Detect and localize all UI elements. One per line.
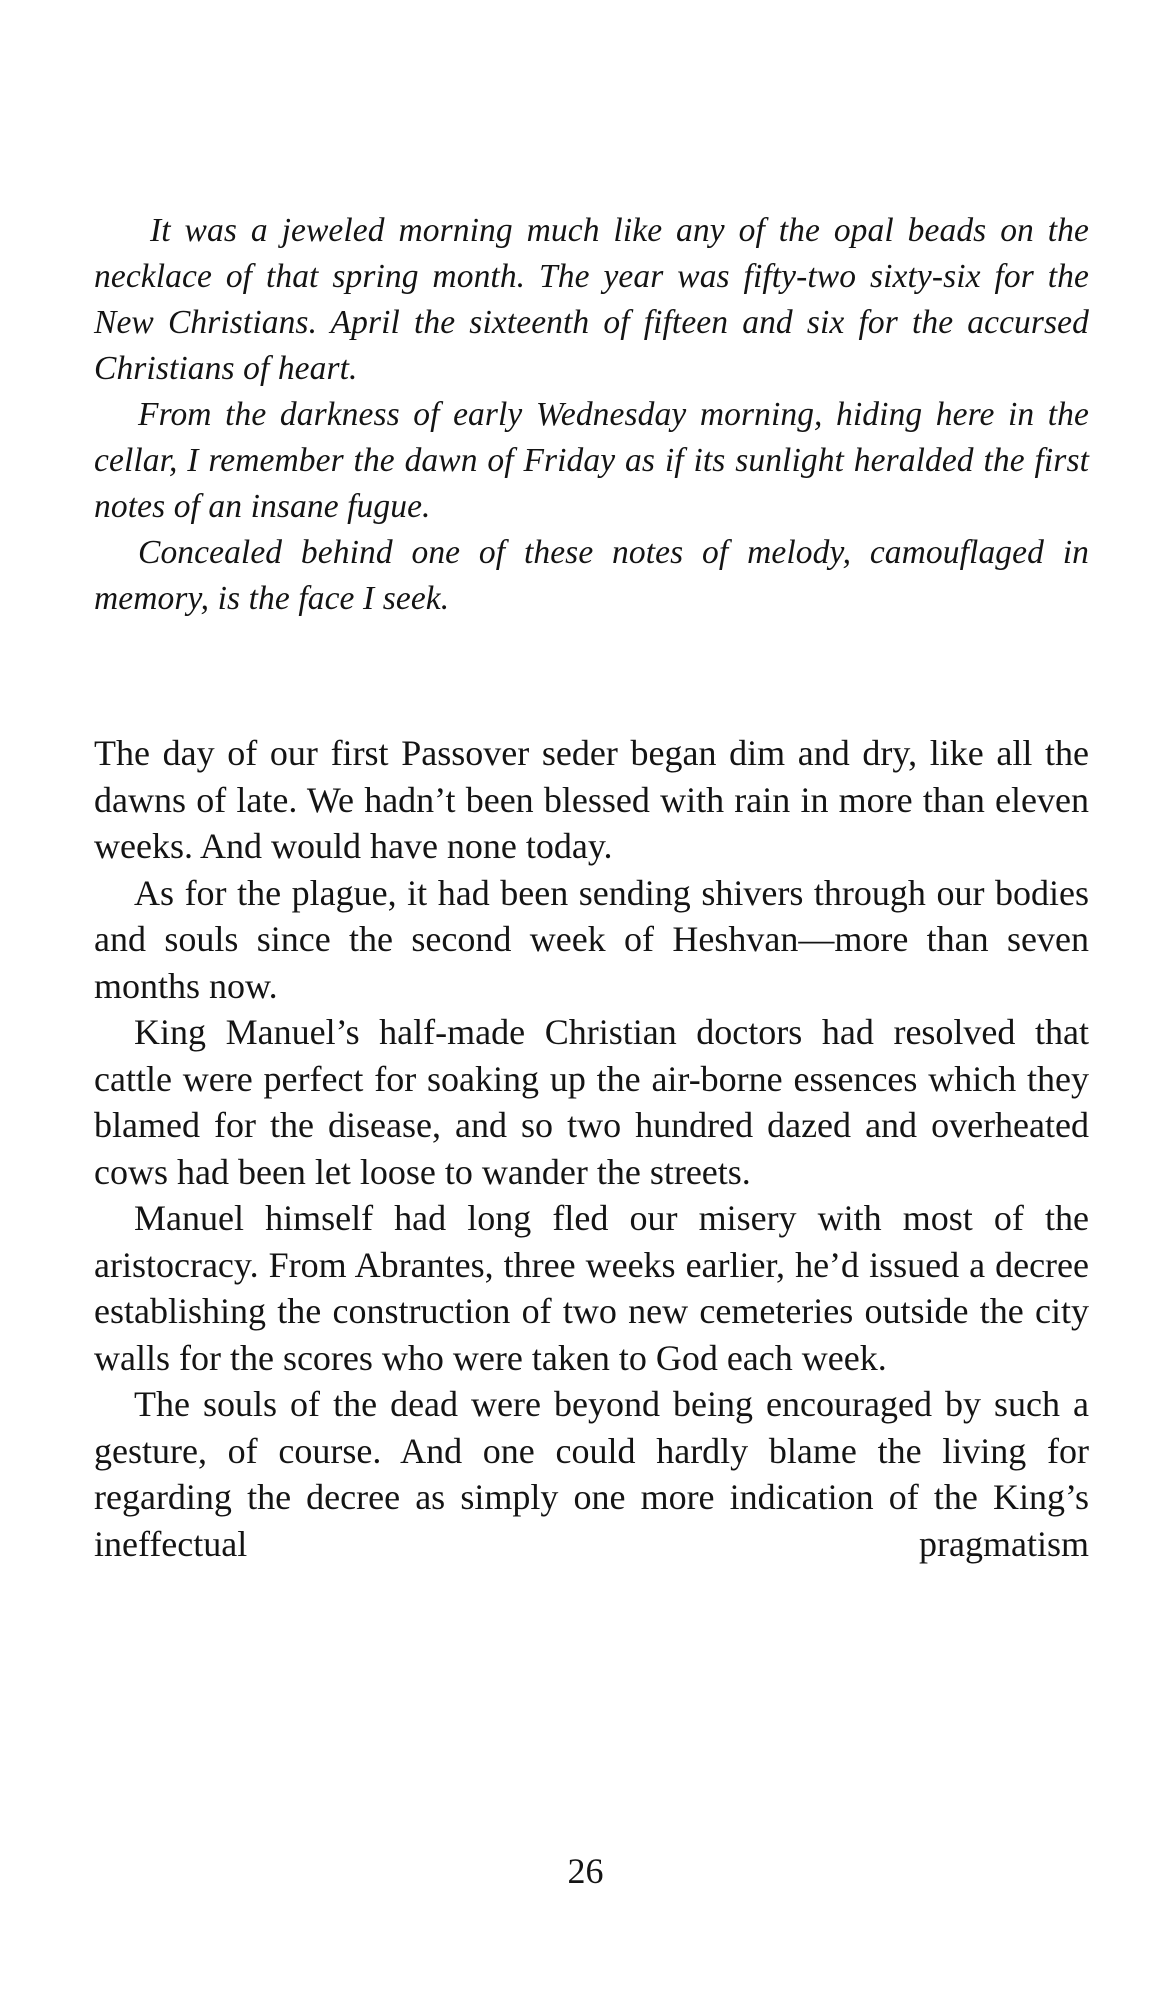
prologue-paragraph: Concealed behind one of these notes of melody, camouflaged in memory, is the face I seek. [94,534,1089,617]
body-paragraph: Manuel himself had long fled our misery with most of the aristocracy. From Abrantes, three weeks earlier, he’d issued a decree establishing the construction of two new cemeteries outside the city walls for the scores who were taken to God each week. [94,1198,1089,1378]
italic-prologue [94,208,1089,622]
narrative-body [94,730,1089,1567]
page-number: 26 [567,1851,604,1891]
prologue-paragraph: It was a jeweled morning much like any of the opal beads on the necklace of that spring month. The year was fifty-two sixty-six for the New Christians. April the sixteenth of fifteen and six for the accursed Christians of heart. [94,212,1089,387]
body-paragraph: King Manuel’s half-made Christian doctors had resolved that cattle were perfect for soaking up the air-borne essences which they blamed for the disease, and so two hundred dazed and overheated cows had been let loose to wander the streets. [94,1012,1089,1192]
body-paragraph: The day of our first Passover seder began dim and dry, like all the dawns of late. We hadn’t been blessed with rain in more than eleven weeks. And would have none today. [94,733,1089,866]
body-paragraph: As for the plague, it had been sending shivers through our bodies and souls since the second week of Heshvan—more than seven months now. [94,872,1089,1006]
prologue-paragraph: From the darkness of early Wednesday morning, hiding here in the cellar, I remember the dawn of Friday as if its sunlight heralded the first notes of an insane fugue. [94,396,1089,525]
body-paragraph: The souls of the dead were beyond being encouraged by such a gesture, of course. And one could hardly blame the living for regarding the decree as simply one more indication of the King’s ineffectual pragmatism [94,1384,1089,1564]
